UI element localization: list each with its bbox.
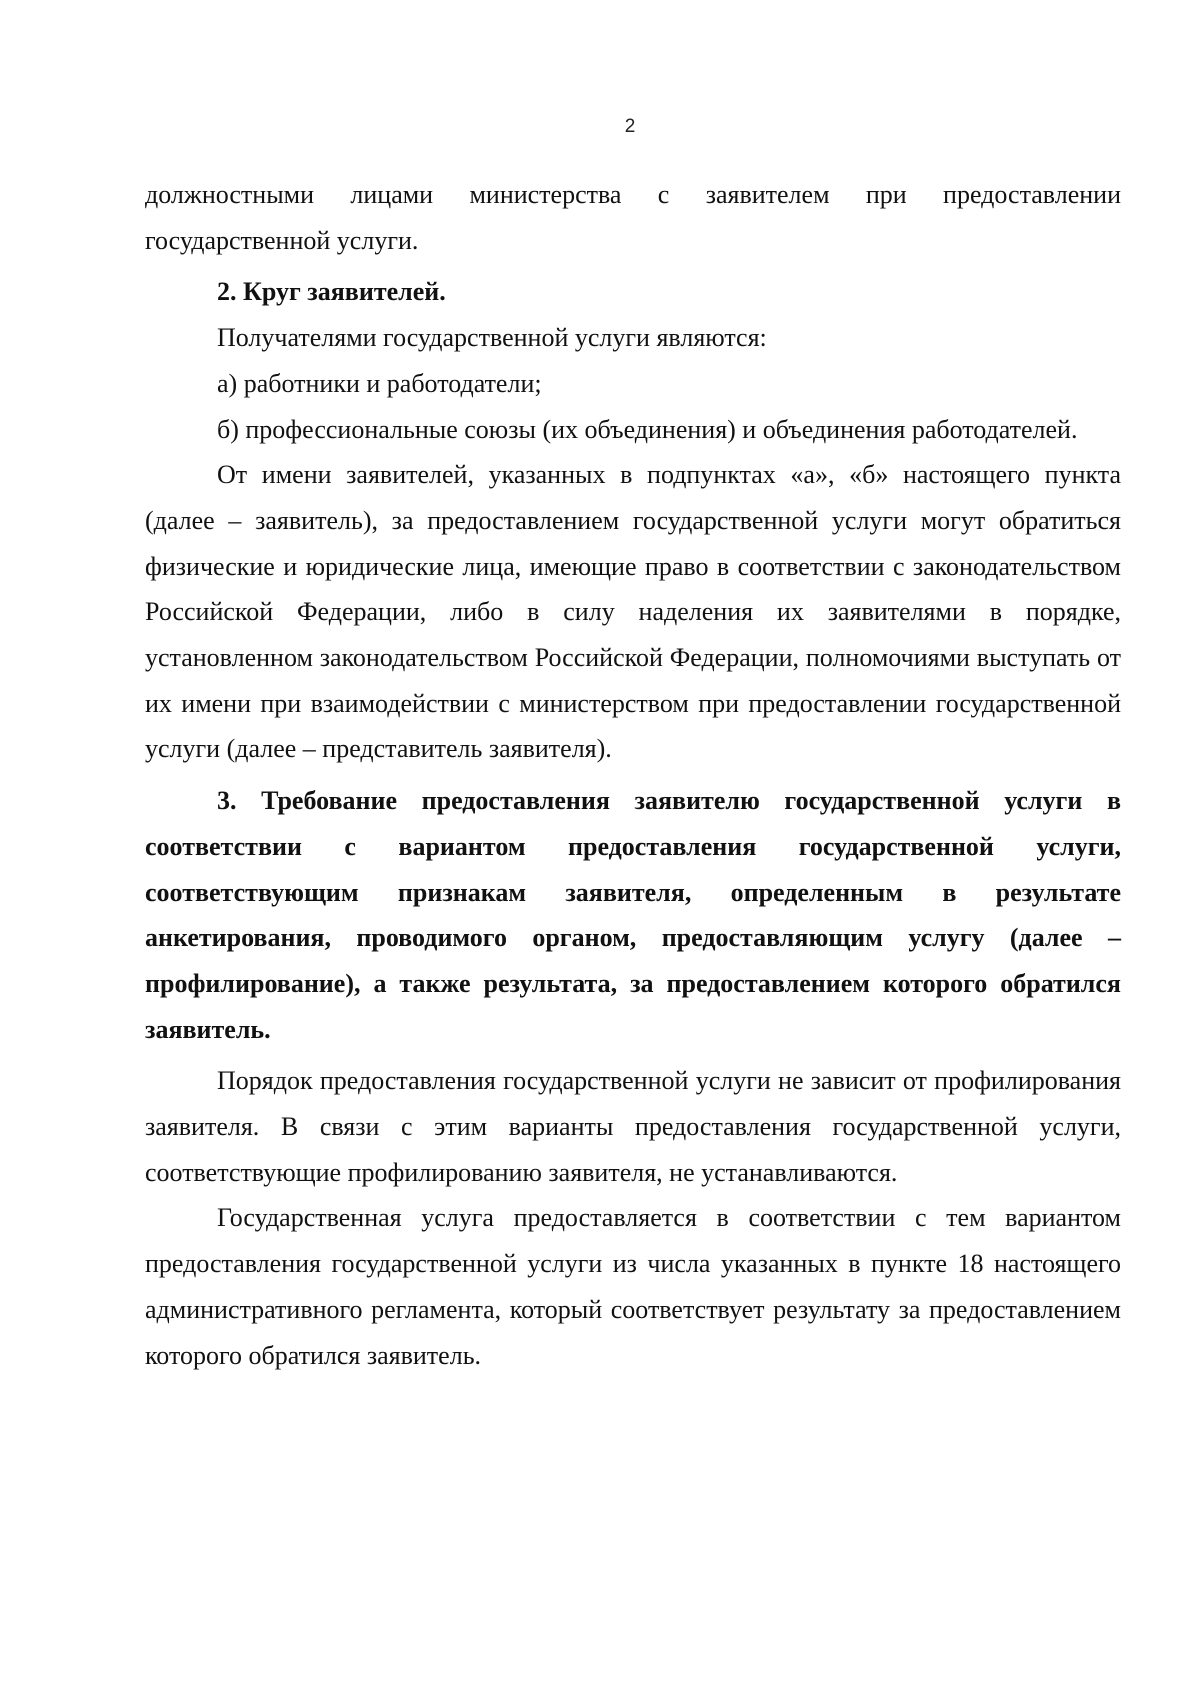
paragraph-profiling-order: Порядок предоставления государственной услуги не зависит от профилирования заявителя. В связи с этим варианты предоставления государственной услуги, соответствующие профилированию заявителя, не устанавливаются. <box>145 1066 1121 1187</box>
document-body <box>145 172 1121 1378</box>
list-item-a: а) работники и работодатели; <box>217 368 542 398</box>
page-number: 2 <box>624 116 636 137</box>
section-heading-profiling: 3. Требование предоставления заявителю государственной услуги в соответствии с вариантом предоставления государственной услуги, соответствующим признакам заявителя, определенным в результате анкетирования, проводимого органом, предоставляющим услугу (далее – профилирование), а также результата, за предоставлением которого обратился заявитель. <box>145 786 1121 1044</box>
paragraph-service-variant: Государственная услуга предоставляется в соответствии с тем вариантом предоставления государственной услуги из числа указанных в пункте 18 настоящего административного регламента, который соответствует результату за предоставлением которого обратился заявитель. <box>145 1203 1121 1370</box>
list-item-b: б) профессиональные союзы (их объединения) и объединения работодателей. <box>217 414 1078 444</box>
paragraph-recipients-intro: Получателями государственной услуги являются: <box>217 323 767 353</box>
section-heading-applicants: 2. Круг заявителей. <box>217 277 446 307</box>
paragraph-continuation: должностными лицами министерства с заявителем при предоставлении государственной услуги. <box>145 180 1121 255</box>
paragraph-representative: От имени заявителей, указанных в подпунктах «а», «б» настоящего пункта (далее – заявитель), за предоставлением государственной услуги могут обратиться физические и юридические лица, имеющие право в соответствии с законодательством Российской Федерации, либо в силу наделения их заявителями в порядке, установленном законодательством Российской Федерации, полномочиями выступать от их имени при взаимодействии с министерством при предоставлении государственной услуги (далее – представитель заявителя). <box>145 460 1121 764</box>
